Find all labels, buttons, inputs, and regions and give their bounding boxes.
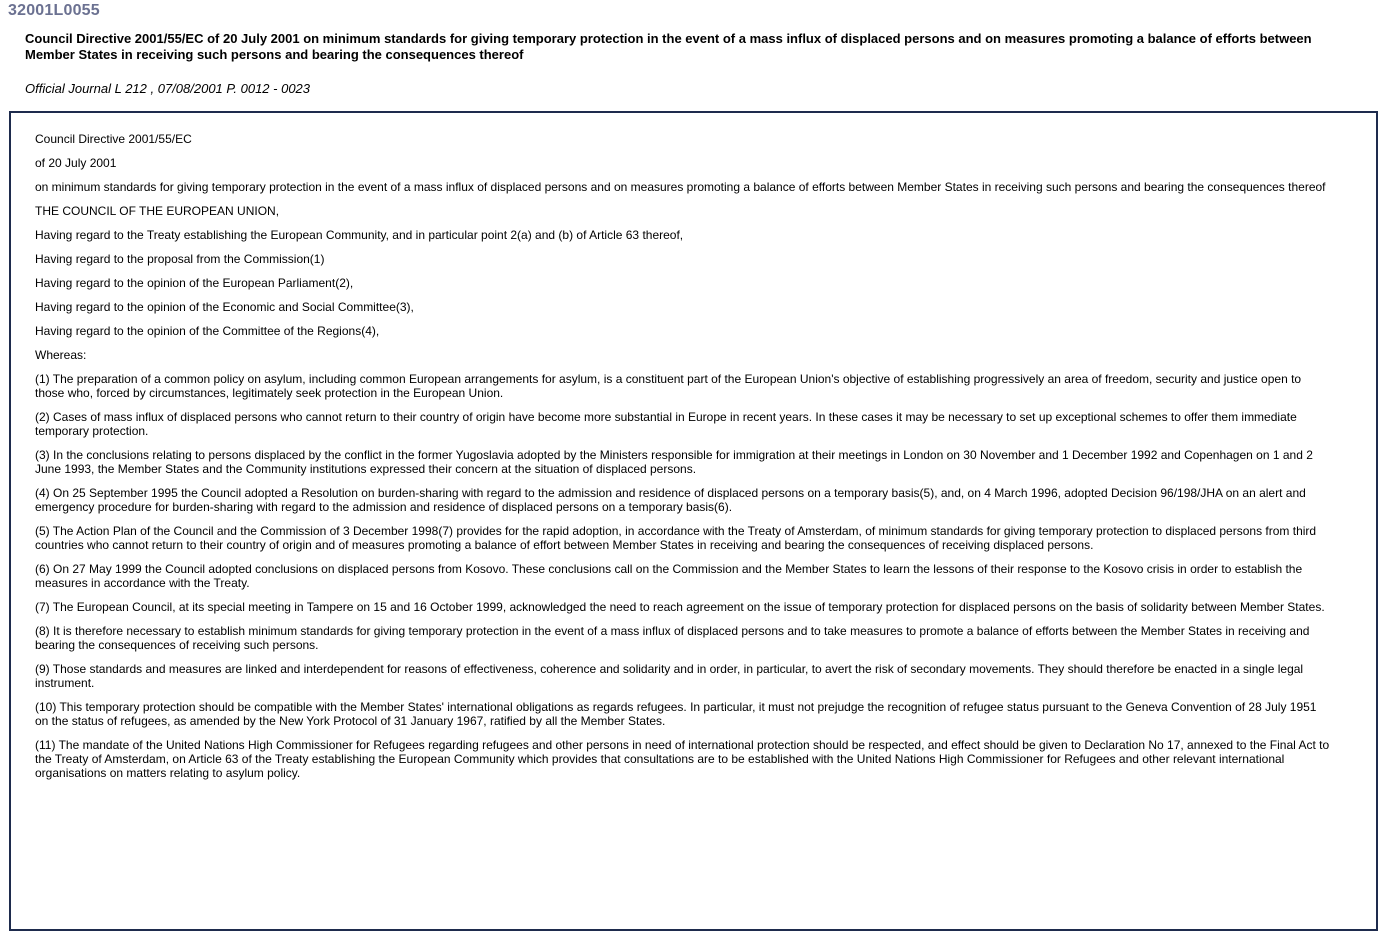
document-paragraph: (6) On 27 May 1999 the Council adopted conclusions on displaced persons from Kosovo. These conclusions call on the Commission and the Member States to learn the lessons of their response to the Kosovo crisis in order to establish the measures in accordance with the Treaty. xyxy=(35,562,1303,590)
official-journal-reference: Official Journal L 212 , 07/08/2001 P. 0012 - 0023 xyxy=(25,81,311,96)
document-paragraph: Council Directive 2001/55/EC xyxy=(35,132,192,146)
document-paragraph: Having regard to the Treaty establishing the European Community, and in particular point 2(a) and (b) of Article 63 thereof, xyxy=(35,228,684,242)
document-paragraph: (7) The European Council, at its special meeting in Tampere on 15 and 16 October 1999, acknowledged the need to reach agreement on the issue of temporary protection for displaced persons on the basis of solidarity between Member States. xyxy=(35,600,1325,614)
document-paragraph: (5) The Action Plan of the Council and the Commission of 3 December 1998(7) provides for the rapid adoption, in accordance with the Treaty of Amsterdam, of minimum standards for giving temporary protection to displaced persons from third countries who cannot return to their country of origin and of measures promoting a balance of effort between Member States in receiving and bearing the consequences of receiving displaced persons. xyxy=(35,524,1317,552)
document-paragraph: Having regard to the opinion of the Committee of the Regions(4), xyxy=(35,324,380,338)
document-body xyxy=(35,132,1354,780)
document-paragraph: Having regard to the opinion of the European Parliament(2), xyxy=(35,276,354,290)
document-paragraph: (9) Those standards and measures are linked and interdependent for reasons of effectiveness, coherence and solidarity and in order, in particular, to avert the risk of secondary movements. They should therefore be enacted in a single legal instrument. xyxy=(35,662,1304,690)
document-text-box xyxy=(9,111,1378,931)
document-paragraph: (11) The mandate of the United Nations High Commissioner for Refugees regarding refugees and other persons in need of international protection should be respected, and effect should be given to Declaration No 17, annexed to the Final Act to the Treaty of Amsterdam, on Article 63 of the Treaty establishing the European Community which provides that consultations are to be established with the United Nations High Commissioner for Refugees and other relevant international organisations on matters relating to asylum policy. xyxy=(35,738,1330,780)
document-paragraph: Having regard to the opinion of the Economic and Social Committee(3), xyxy=(35,300,414,314)
document-paragraph: (3) In the conclusions relating to persons displaced by the conflict in the former Yugoslavia adopted by the Ministers responsible for immigration at their meetings in London on 30 November and 1 December 1992 and Copenhagen on 1 and 2 June 1993, the Member States and the Community institutions expressed their concern at the situation of displaced persons. xyxy=(35,448,1313,476)
celex-document-id: 32001L0055 xyxy=(8,2,100,19)
document-paragraph: (1) The preparation of a common policy on asylum, including common European arrangements for asylum, is a constituent part of the European Union's objective of establishing progressively an area of freedom, security and justice open to those who, forced by circumstances, legitimately seek protection in the European Union. xyxy=(35,372,1302,400)
document-title: Council Directive 2001/55/EC of 20 July 2001 on minimum standards for giving temporary protection in the event of a mass influx of displaced persons and on measures promoting a balance of efforts between Member States in receiving such persons and bearing the consequences thereof xyxy=(25,31,1312,62)
document-paragraph: on minimum standards for giving temporary protection in the event of a mass influx of displaced persons and on measures promoting a balance of efforts between Member States in receiving such persons and bearing the consequences thereof xyxy=(35,180,1326,194)
document-paragraph: (4) On 25 September 1995 the Council adopted a Resolution on burden-sharing with regard to the admission and residence of displaced persons on a temporary basis(5), and, on 4 March 1996, adopted Decision 96/198/JHA on an alert and emergency procedure for burden-sharing with regard to the admission and residence of displaced persons on a temporary basis(6). xyxy=(35,486,1306,514)
document-paragraph: of 20 July 2001 xyxy=(35,156,117,170)
document-paragraph: Whereas: xyxy=(35,348,87,362)
document-paragraph: (8) It is therefore necessary to establish minimum standards for giving temporary protection in the event of a mass influx of displaced persons and to take measures to promote a balance of efforts between the Member States in receiving and bearing the consequences of receiving such persons. xyxy=(35,624,1310,652)
document-paragraph: Having regard to the proposal from the Commission(1) xyxy=(35,252,325,266)
document-paragraph: (2) Cases of mass influx of displaced persons who cannot return to their country of origin have become more substantial in Europe in recent years. In these cases it may be necessary to set up exceptional schemes to offer them immediate temporary protection. xyxy=(35,410,1297,438)
document-paragraph: THE COUNCIL OF THE EUROPEAN UNION, xyxy=(35,204,280,218)
document-paragraph: (10) This temporary protection should be compatible with the Member States' international obligations as regards refugees. In particular, it must not prejudge the recognition of refugee status pursuant to the Geneva Convention of 28 July 1951 on the status of refugees, as amended by the New York Protocol of 31 January 1967, ratified by all the Member States. xyxy=(35,700,1317,728)
